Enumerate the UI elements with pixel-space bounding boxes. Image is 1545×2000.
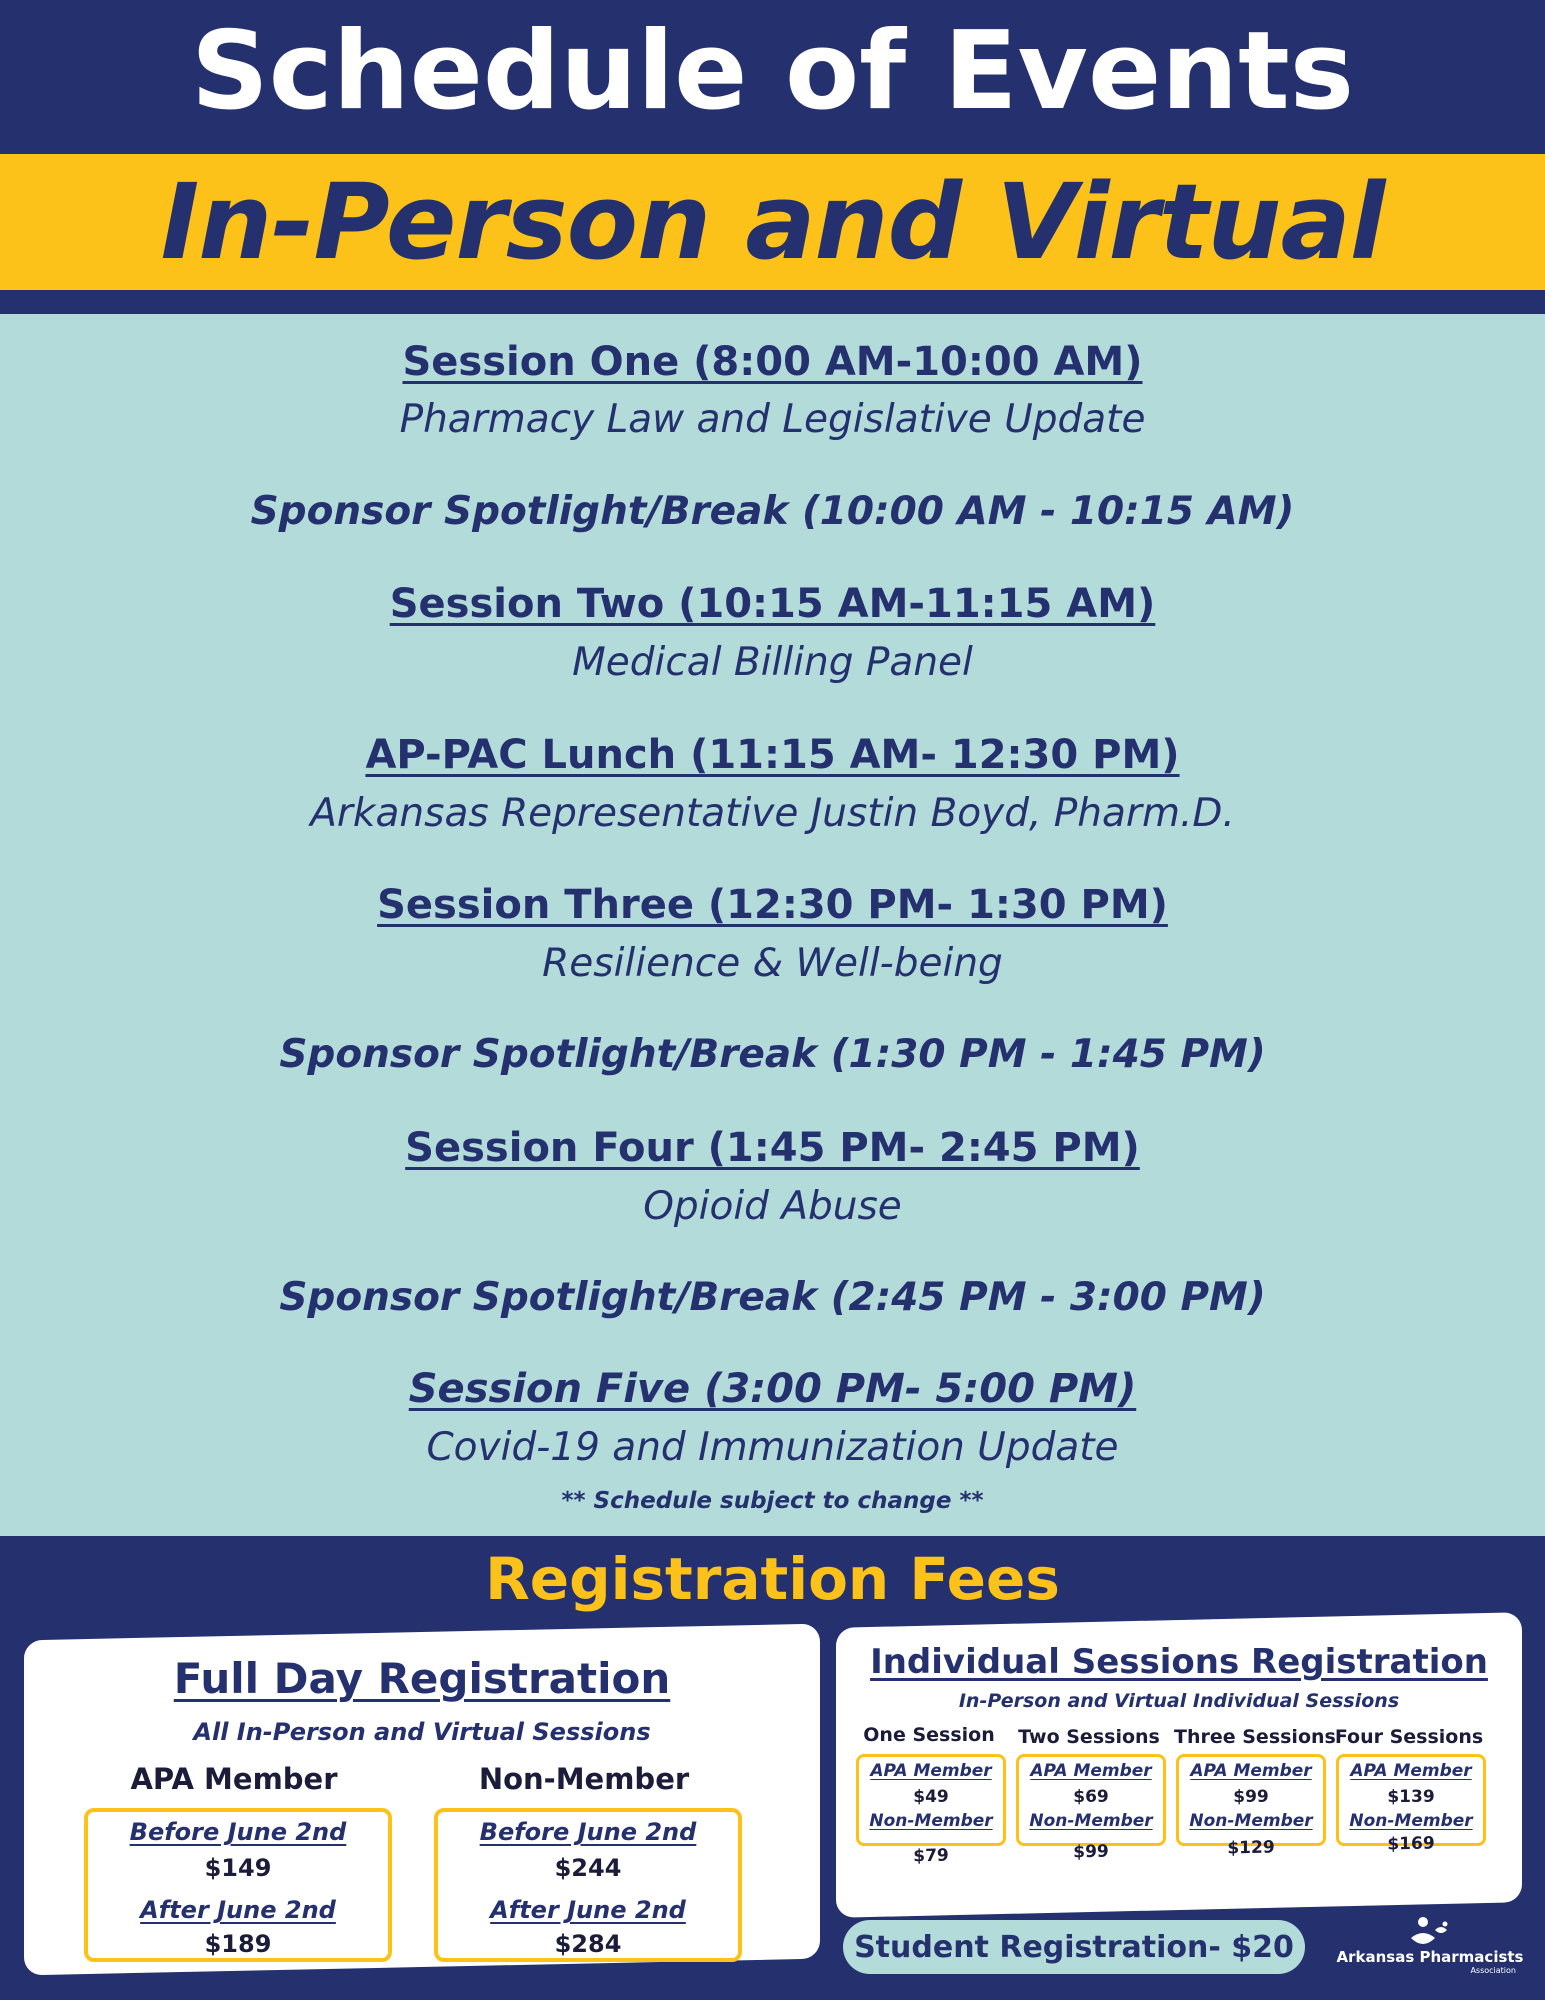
one-session-member-price: $49 xyxy=(913,1787,949,1807)
four-sessions-non-price: $169 xyxy=(1387,1833,1435,1855)
individual-subtitle: In-Person and Virtual Individual Sessions xyxy=(958,1690,1400,1712)
member-before-label: Before June 2nd xyxy=(129,1818,347,1846)
two-sessions-member-price: $69 xyxy=(1073,1787,1109,1807)
one-session-non-price: $79 xyxy=(913,1845,949,1867)
non-member-before-label: Before June 2nd xyxy=(479,1818,697,1846)
title-band xyxy=(0,0,1545,154)
lunch-title: AP-PAC Lunch (11:15 AM- 12:30 PM) xyxy=(365,732,1180,778)
page-subtitle: In-Person and Virtual xyxy=(160,161,1385,283)
session-one-title: Session One (8:00 AM-10:00 AM) xyxy=(402,339,1143,385)
session-one-desc: Pharmacy Law and Legislative Update xyxy=(399,397,1146,442)
student-registration-badge: Student Registration- $20 xyxy=(843,1920,1305,1974)
schedule-panel xyxy=(0,314,1545,1536)
full-day-subtitle: All In-Person and Virtual Sessions xyxy=(193,1718,651,1746)
member-column-head: APA Member xyxy=(130,1762,338,1796)
non-member-after-label: After June 2nd xyxy=(490,1896,686,1924)
four-sessions-non-label: Non-Member xyxy=(1349,1811,1473,1831)
session-four-title: Session Four (1:45 PM- 2:45 PM) xyxy=(405,1125,1140,1171)
three-sessions-non-price: $129 xyxy=(1227,1837,1275,1859)
non-member-price-box xyxy=(434,1808,742,1962)
full-day-card xyxy=(24,1624,820,1976)
three-sessions-member-price: $99 xyxy=(1233,1787,1269,1807)
two-sessions-member-label: APA Member xyxy=(1030,1761,1152,1781)
full-day-title: Full Day Registration xyxy=(173,1654,671,1703)
registration-heading: Registration Fees xyxy=(485,1545,1060,1613)
three-sessions-box xyxy=(1176,1754,1326,1846)
two-sessions-non-price: $99 xyxy=(1073,1841,1109,1863)
three-sessions-non-label: Non-Member xyxy=(1189,1811,1313,1831)
four-sessions-member-label: APA Member xyxy=(1350,1761,1472,1781)
three-sessions-member-label: APA Member xyxy=(1190,1761,1312,1781)
session-four-desc: Opioid Abuse xyxy=(643,1184,902,1229)
two-sessions-head: Two Sessions xyxy=(1018,1726,1160,1748)
three-sessions-head: Three Sessions xyxy=(1174,1726,1336,1748)
session-three-title: Session Three (12:30 PM- 1:30 PM) xyxy=(377,882,1168,928)
one-session-head: One Session xyxy=(863,1724,995,1746)
page-title: Schedule of Events xyxy=(190,9,1354,134)
member-price-box xyxy=(84,1808,392,1962)
session-five-title: Session Five (3:00 PM- 5:00 PM) xyxy=(408,1366,1137,1412)
session-two-desc: Medical Billing Panel xyxy=(572,640,973,685)
logo-name: Arkansas Pharmacists xyxy=(1336,1948,1524,1966)
non-member-before-price: $244 xyxy=(554,1854,622,1882)
session-two-title: Session Two (10:15 AM-11:15 AM) xyxy=(389,581,1156,627)
one-session-box xyxy=(856,1754,1006,1846)
one-session-member-label: APA Member xyxy=(870,1761,992,1781)
lunch-desc: Arkansas Representative Justin Boyd, Pharm.D. xyxy=(310,791,1235,836)
subtitle-band xyxy=(0,154,1545,290)
sponsor-break-two: Sponsor Spotlight/Break (1:30 PM - 1:45 PM) xyxy=(279,1032,1266,1077)
two-sessions-box xyxy=(1016,1754,1166,1846)
member-after-label: After June 2nd xyxy=(140,1896,336,1924)
member-before-price: $149 xyxy=(204,1854,272,1882)
sponsor-break-three: Sponsor Spotlight/Break (2:45 PM - 3:00 PM) xyxy=(279,1275,1266,1320)
one-session-non-label: Non-Member xyxy=(869,1811,993,1831)
logo-sub: Association xyxy=(1470,1966,1516,1975)
non-member-column-head: Non-Member xyxy=(478,1762,690,1796)
sponsor-break-one: Sponsor Spotlight/Break (10:00 AM - 10:15 AM) xyxy=(250,489,1295,534)
individual-title: Individual Sessions Registration xyxy=(870,1642,1488,1682)
session-three-desc: Resilience & Well-being xyxy=(542,941,1003,986)
pharmacist-figure-icon xyxy=(1401,1916,1459,1946)
individual-sessions-card xyxy=(836,1612,1522,1918)
apa-logo xyxy=(1330,1916,1530,1988)
four-sessions-head: Four Sessions xyxy=(1334,1726,1484,1748)
non-member-after-price: $284 xyxy=(554,1930,622,1958)
four-sessions-member-price: $139 xyxy=(1387,1787,1435,1807)
schedule-note: ** Schedule subject to change ** xyxy=(561,1488,984,1514)
session-five-desc: Covid-19 and Immunization Update xyxy=(426,1425,1119,1470)
two-sessions-non-label: Non-Member xyxy=(1029,1811,1153,1831)
member-after-price: $189 xyxy=(204,1930,272,1958)
